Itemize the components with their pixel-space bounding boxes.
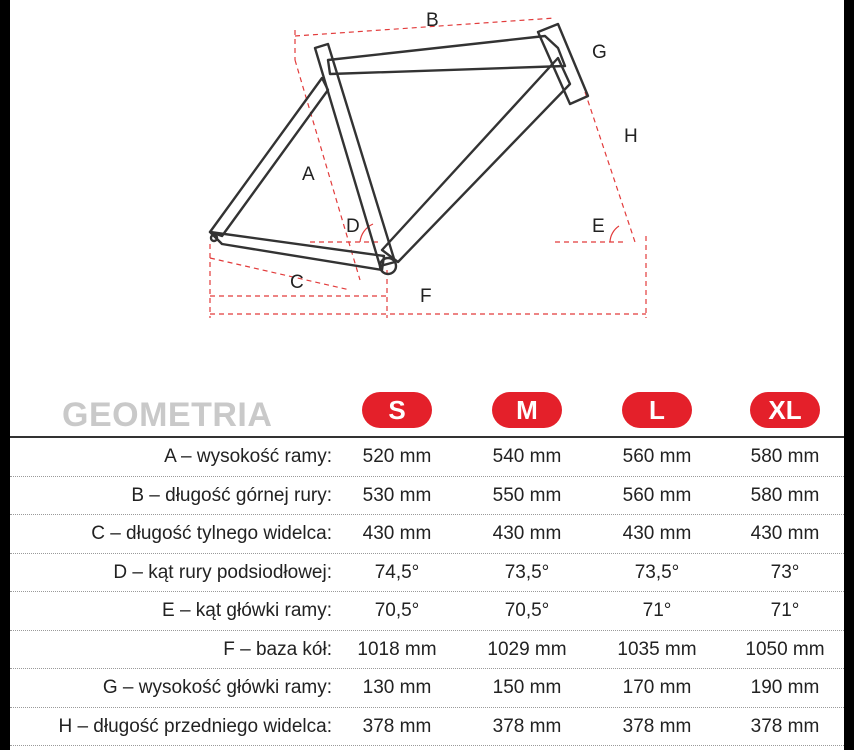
cell-size-xl: 378 mm — [750, 715, 820, 737]
table-row-e — [10, 592, 844, 631]
dim-label-h: H — [624, 126, 638, 147]
frame-top-tube — [328, 36, 565, 74]
dim-label-e: E — [592, 216, 605, 237]
table-row-d — [10, 554, 844, 593]
cell-size-m: 150 mm — [492, 677, 562, 698]
cell-size-m: 430 mm — [492, 523, 562, 544]
cell-size-s: 430 mm — [362, 523, 432, 544]
cell-size-l: 378 mm — [622, 715, 692, 737]
dim-label-a: A — [302, 164, 315, 185]
cell-size-m: 550 mm — [492, 484, 562, 506]
row-label: C – długość tylnego widelca: — [91, 523, 332, 544]
row-label: B – długość górnej rury: — [131, 484, 332, 506]
row-label: G – wysokość główki ramy: — [102, 677, 332, 698]
cell-size-s: 378 mm — [362, 715, 432, 737]
cell-size-l: 1035 mm — [617, 638, 697, 660]
dim-line-b — [295, 18, 555, 36]
frame-geometry-diagram — [10, 0, 844, 380]
table-row-g — [10, 669, 844, 708]
size-badge-xl: XL — [750, 392, 820, 428]
cell-size-xl: 73° — [770, 561, 800, 583]
cell-size-l: 430 mm — [622, 523, 692, 544]
table-row-b — [10, 477, 844, 516]
row-label: D – kąt rury podsiodłowej: — [113, 561, 332, 583]
cell-size-m: 378 mm — [492, 715, 562, 737]
table-row-c — [10, 515, 844, 554]
cell-size-xl: 580 mm — [750, 446, 820, 467]
cell-size-s: 1018 mm — [357, 638, 437, 660]
geometry-title: GEOMETRIA — [62, 396, 273, 434]
cell-size-xl: 580 mm — [750, 484, 820, 506]
frame-diagram-svg — [10, 0, 844, 380]
row-label: A – wysokość ramy: — [164, 446, 332, 467]
row-label: E – kąt główki ramy: — [162, 600, 332, 621]
table-row-a — [10, 438, 844, 477]
angle-arc-e — [610, 226, 619, 242]
geometry-table — [10, 438, 844, 746]
size-badge-s: S — [362, 392, 432, 428]
dim-label-b: B — [426, 10, 439, 31]
table-row-f — [10, 631, 844, 670]
dimension-lines — [210, 18, 646, 318]
cell-size-xl: 1050 mm — [745, 638, 825, 660]
frame-rear-dropout — [211, 235, 217, 241]
cell-size-xl: 190 mm — [750, 677, 820, 698]
frame-outline — [210, 24, 588, 274]
dim-label-f: F — [420, 286, 432, 307]
cell-size-xl: 430 mm — [750, 523, 820, 544]
cell-size-m: 70,5° — [504, 600, 550, 621]
cell-size-l: 71° — [642, 600, 672, 621]
row-label: F – baza kół: — [223, 638, 332, 660]
cell-size-s: 74,5° — [374, 561, 420, 583]
frame-chain-stay — [210, 232, 384, 270]
dim-line-c — [210, 258, 350, 290]
cell-size-xl: 71° — [770, 600, 800, 621]
row-label: H – długość przedniego widelca: — [58, 715, 332, 737]
geometry-panel — [10, 0, 844, 750]
dim-label-c: C — [290, 272, 304, 293]
cell-size-s: 530 mm — [362, 484, 432, 506]
cell-size-s: 520 mm — [362, 446, 432, 467]
size-badge-l: L — [622, 392, 692, 428]
cell-size-l: 560 mm — [622, 484, 692, 506]
frame-down-tube — [382, 58, 570, 262]
cell-size-m: 540 mm — [492, 446, 562, 467]
cell-size-l: 73,5° — [634, 561, 680, 583]
dim-label-d: D — [346, 216, 360, 237]
dim-label-g: G — [592, 42, 607, 63]
table-row-h — [10, 708, 844, 747]
cell-size-l: 170 mm — [622, 677, 692, 698]
cell-size-m: 73,5° — [504, 561, 550, 583]
frame-seat-stay — [210, 78, 328, 236]
size-badge-m: M — [492, 392, 562, 428]
cell-size-l: 560 mm — [622, 446, 692, 467]
cell-size-m: 1029 mm — [487, 638, 567, 660]
cell-size-s: 130 mm — [362, 677, 432, 698]
cell-size-s: 70,5° — [374, 600, 420, 621]
